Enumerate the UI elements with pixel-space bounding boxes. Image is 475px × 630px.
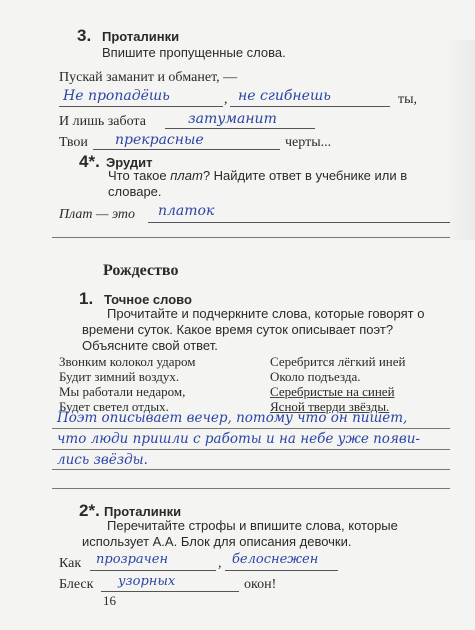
handwritten-answer: прекрасные [115, 132, 204, 148]
handwritten-answer: узорных [118, 574, 176, 589]
poem-line: Будет светел отдых. [59, 399, 169, 414]
answer-line [225, 570, 338, 571]
handwritten-answer: затуманит [188, 111, 277, 127]
answer-line [52, 469, 450, 470]
answer-line [101, 591, 239, 592]
answer-line [52, 488, 450, 489]
answer-line [148, 222, 450, 223]
handwritten-answer: белоснежен [232, 552, 319, 567]
exercise-3-title: Проталинки [102, 29, 180, 44]
handwritten-answer: прозрачен [96, 552, 169, 567]
handwritten-answer: не сгибнешь [238, 88, 331, 104]
poem-right-column [270, 354, 406, 414]
poem-line-underlined: Ясной тверди звёзды. [270, 399, 390, 414]
answer-line [52, 237, 450, 238]
page-number: 16 [103, 593, 116, 608]
exercise-1-number: 1. [79, 289, 94, 308]
handwritten-answer: Не пропадёшь [63, 88, 170, 104]
handwritten-answer: платок [158, 203, 215, 219]
answer-line [230, 106, 390, 107]
poem-line: Мы работали недаром, [59, 384, 186, 399]
exercise-4-title: Эрудит [106, 155, 153, 170]
poem-line-2-end: ты, [398, 92, 418, 107]
exercise-2-title: Проталинки [104, 504, 182, 519]
exercise-1-title: Точное слово [104, 292, 192, 307]
exercise-1-instruction: Прочитайте и подчеркните слова, которые говорят о времени суток. Какое время суток описывает поэт? Объясните свой ответ. [82, 306, 425, 353]
poem-line-4: Твои [59, 135, 88, 150]
bleed-through-shadow [445, 40, 475, 240]
handwritten-answer: лись звёзды. [57, 452, 148, 468]
exercise-2-number: 2*. [79, 501, 100, 520]
exercise-3-number: 3. [77, 26, 92, 45]
answer-label: Плат — это [59, 207, 136, 222]
handwritten-answer: Поэт описывает вечер, потому что он пишет, [57, 410, 408, 426]
exercise-4-question: Что такое плат? Найдите ответ в учебнике или в словаре. [108, 168, 408, 199]
poem-line-end: окон! [244, 577, 277, 592]
poem-line-4-end: черты... [285, 135, 332, 150]
label-kak: Как [59, 556, 82, 571]
answer-line [93, 149, 280, 150]
poem-line-underlined: Серебристые на синей [270, 384, 395, 399]
exercise-4-number: 4*. [79, 152, 100, 171]
handwritten-answer: что люди пришли с работы и на небе уже появи- [57, 431, 420, 447]
poem-line: Серебрится лёгкий иней [270, 354, 406, 369]
answer-line [52, 428, 450, 429]
answer-line [52, 449, 450, 450]
poem-line-1: Пускай заманит и обманет, — [59, 70, 238, 85]
answer-line [90, 570, 216, 571]
poem-line: Звонким колокол ударом [59, 354, 196, 369]
exercise-3-instruction: Впишите пропущенные слова. [102, 45, 286, 60]
poem-left-column [59, 354, 196, 414]
section-title: Рождество [103, 262, 179, 279]
label-blesk: Блеск [59, 577, 94, 592]
answer-line [165, 128, 315, 129]
comma: , [224, 92, 228, 107]
poem-line: Около подъезда. [270, 369, 361, 384]
poem-line: Будит зимний воздух. [59, 369, 180, 384]
answer-line [59, 106, 223, 107]
comma: , [218, 556, 222, 571]
exercise-2-instruction: Перечитайте строфы и впишите слова, которые использует А.А. Блок для описания девочки. [82, 518, 398, 549]
poem-line-3: И лишь забота [59, 114, 146, 129]
